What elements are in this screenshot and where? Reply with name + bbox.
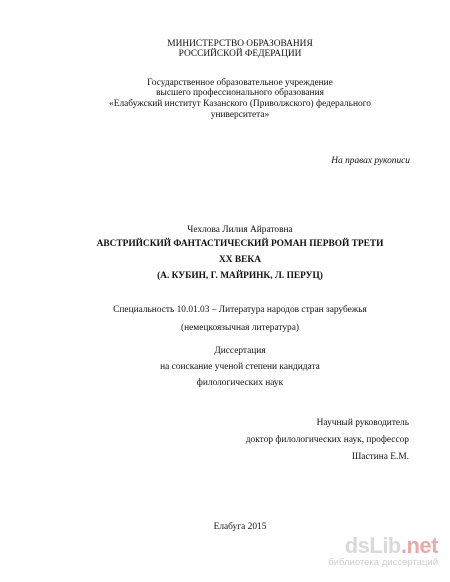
supervisor-line-1: Научный руководитель xyxy=(316,418,409,428)
dslib-subtitle: библиотека диссертаций xyxy=(328,557,438,568)
manuscript-note: На правах рукописи xyxy=(331,156,410,166)
dissertation-line-1: Диссертация xyxy=(214,346,266,356)
institution-line-3: «Елабужский институт Казанского (Приволжского) федерального xyxy=(109,99,371,109)
dissertation-line-2: на соискание ученой степени кандидата xyxy=(160,362,320,372)
dissertation-line-3: филологических наук xyxy=(196,378,284,388)
ministry-line-1: МИНИСТЕРСТВО ОБРАЗОВАНИЯ xyxy=(167,39,313,49)
title-line-3: (А. КУБИН, Г. МАЙРИНК, Л. ПЕРУЦ) xyxy=(157,271,323,281)
specialty-line-2: (немецкоязычная литература) xyxy=(180,323,300,333)
place-year: Елабуга 2015 xyxy=(213,522,267,532)
specialty-line-1: Специальность 10.01.03 – Литература народов стран зарубежья xyxy=(113,305,367,315)
supervisor-line-3: Шастина Е.М. xyxy=(351,452,409,462)
institution-line-4: университета» xyxy=(210,110,270,120)
dslib-logo-main: dsLib xyxy=(344,533,401,558)
institution-line-1: Государственное образовательное учреждение xyxy=(147,78,333,88)
title-line-2: XX ВЕКА xyxy=(219,255,261,265)
ministry-line-2: РОССИЙСКОЙ ФЕДЕРАЦИИ xyxy=(178,49,302,59)
author-name: Чехлова Лилия Айратовна xyxy=(187,225,293,235)
supervisor-line-2: доктор филологических наук, профессор xyxy=(245,435,409,445)
title-line-1: АВСТРИЙСКИЙ ФАНТАСТИЧЕСКИЙ РОМАН ПЕРВОЙ ТРЕТИ xyxy=(96,239,384,249)
dslib-watermark xyxy=(326,534,438,570)
dslib-logo-suffix: .net xyxy=(400,533,438,558)
dslib-logo xyxy=(345,534,438,558)
institution-line-2: высшего профессионального образования xyxy=(156,88,324,98)
